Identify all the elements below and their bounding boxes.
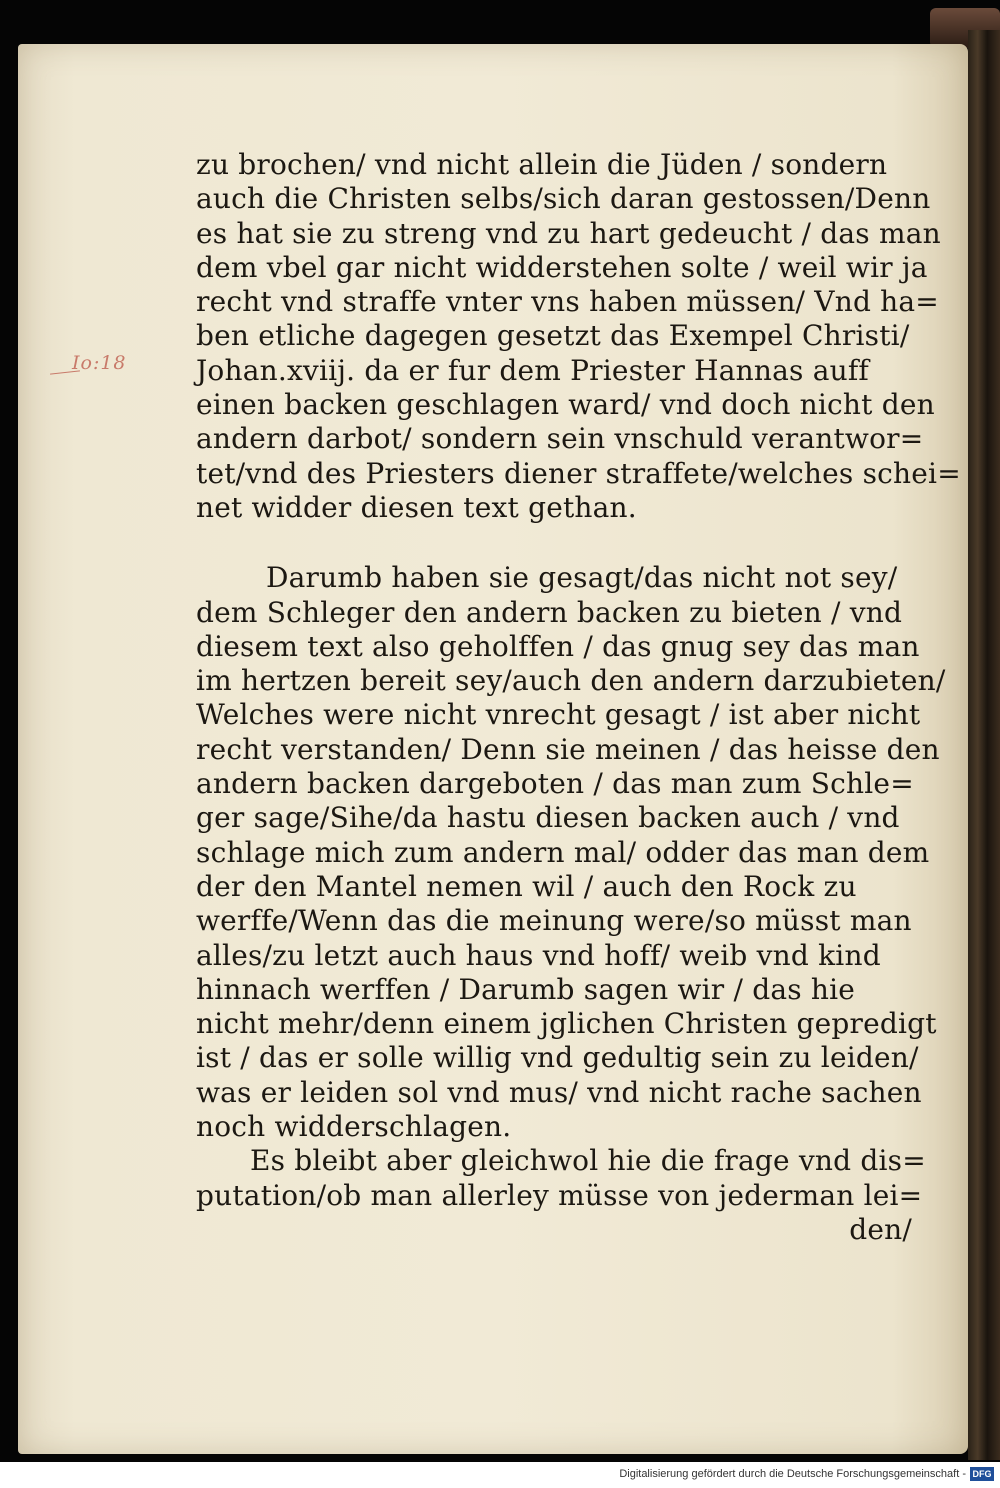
text-line: dem Schleger den andern backen zu bieten / vnd	[196, 595, 903, 629]
text-line: Welches were nicht vnrecht gesagt / ist aber nicht	[196, 698, 921, 732]
paragraph-2	[196, 561, 946, 1144]
text-line: der den Mantel nemen wil / auch den Rock zu	[196, 869, 857, 903]
text-line: Darumb haben sie gesagt/das nicht not sey/	[266, 561, 898, 595]
text-line: ben etliche dagegen gesetzt das Exempel Christi/	[196, 319, 910, 353]
text-line: andern backen dargeboten / das man zum Schle=	[196, 767, 914, 801]
paragraph-gap	[196, 525, 916, 561]
text-line: noch widderschlagen.	[196, 1110, 512, 1144]
margin-note: Io:18	[72, 352, 127, 374]
paragraph-3	[196, 1144, 926, 1213]
text-line: es hat sie zu streng vnd zu hart gedeucht / das man	[196, 216, 941, 250]
text-line: Johan.xviij. da er fur dem Priester Hannas auff	[196, 353, 869, 387]
footer-bar	[0, 1462, 1000, 1488]
page-text	[196, 148, 961, 1247]
text-line: ist / das er solle willig vnd gedultig sein zu leiden/	[196, 1041, 919, 1075]
funding-credit: Digitalisierung gefördert durch die Deutsche Forschungsgemeinschaft -	[619, 1468, 966, 1480]
text-line: putation/ob man allerley müsse von jederman lei=	[196, 1178, 923, 1212]
text-line: im hertzen bereit sey/auch den andern darzubieten/	[196, 664, 946, 698]
text-line: was er leiden sol vnd mus/ vnd nicht rache sachen	[196, 1075, 922, 1109]
text-line: alles/zu letzt auch haus vnd hoff/ weib vnd kind	[196, 938, 881, 972]
text-line: net widder diesen text gethan.	[196, 490, 637, 524]
catchword: den/	[849, 1212, 912, 1246]
text-line: recht verstanden/ Denn sie meinen / das heisse den	[196, 732, 940, 766]
text-line: hinnach werffen / Darumb sagen wir / das hie	[196, 972, 856, 1006]
dfg-logo-icon: DFG	[970, 1467, 994, 1481]
text-line: werffe/Wenn das die meinung were/so müsst man	[196, 904, 912, 938]
text-line: ger sage/Sihe/da hastu diesen backen auch / vnd	[196, 801, 900, 835]
text-line: auch die Christen selbs/sich daran gestossen/Denn	[196, 182, 931, 216]
text-line: zu brochen/ vnd nicht allein die Jüden / sondern	[196, 148, 888, 181]
text-line: nicht mehr/denn einem jglichen Christen gepredigt	[196, 1007, 937, 1041]
text-line: tet/vnd des Priesters diener straffete/welches schei=	[196, 456, 961, 490]
text-line: Es bleibt aber gleichwol hie die frage vnd dis=	[250, 1144, 926, 1178]
text-line: andern darbot/ sondern sein vnschuld verantwor=	[196, 422, 924, 456]
text-line: schlage mich zum andern mal/ odder das man dem	[196, 835, 930, 869]
text-line: recht vnd straffe vnter vns haben müssen/ Vnd ha=	[196, 285, 939, 319]
paragraph-1	[196, 148, 961, 525]
text-line: diesem text also geholffen / das gnug sey das man	[196, 629, 920, 663]
book-edge-right	[968, 30, 1000, 1460]
text-line: einen backen geschlagen ward/ vnd doch nicht den	[196, 388, 935, 422]
text-line: dem vbel gar nicht widderstehen solte / weil wir ja	[196, 250, 928, 284]
